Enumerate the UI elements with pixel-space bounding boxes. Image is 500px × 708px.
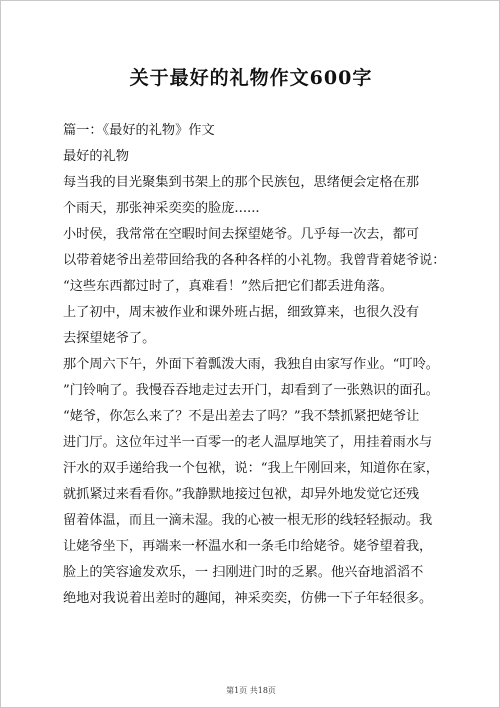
paragraph-line: 每当我的目光聚集到书架上的那个民族包，思绪便会定格在那 xyxy=(63,175,420,190)
paragraph-line: “这些东西都过时了，真难看！”然后把它们都丢进角落。 xyxy=(63,279,393,294)
page-footer: 第1页 共18页 xyxy=(226,686,276,695)
paragraph-line: 个雨天，那张神采奕奕的脸庞...... xyxy=(63,201,260,216)
paragraph-line: 让姥爷坐下，再端来一杯温水和一条毛巾给姥爷。姥爷望着我， xyxy=(63,539,433,554)
paragraph-line: ”门铃响了。我慢吞吞地走过去开门，却看到了一张熟识的面孔。 xyxy=(63,383,439,398)
paragraph-line: 就抓紧过来看看你。”我静默地接过包袱，却异外地发觉它还残 xyxy=(63,487,420,502)
document-title: 关于最好的礼物作文600字 xyxy=(129,67,373,89)
paragraph-line: 小时侯，我常常在空暇时间去探望姥爷。几乎每一次去，都可 xyxy=(63,227,420,242)
document-body xyxy=(63,118,455,612)
essay-title: 最好的礼物 xyxy=(63,149,129,164)
paragraph-line: 那个周六下午，外面下着瓢泼大雨，我独自由家写作业。“叮呤。 xyxy=(63,357,439,372)
paragraph-line: “姥爷，你怎么来了？不是出差去了吗？”我不禁抓紧把姥爷让 xyxy=(63,409,420,424)
paragraph-line: 上了初中，周末被作业和课外班占据，细致算来，也很久没有 xyxy=(63,305,420,320)
section-heading: 篇一：《最好的礼物》作文 xyxy=(63,123,215,138)
paragraph-line: 进门厅。这位年过半一百零一的老人温厚地笑了，用挂着雨水与 xyxy=(63,435,433,450)
paragraph-line: 以带着姥爷出差带回给我的各种各样的小礼物。我曾背着姥爷说： xyxy=(63,253,446,268)
paragraph-line: 脸上的笑容逾发欢乐，一 扫刚进门时的乏累。他兴奋地滔滔不 xyxy=(63,565,424,580)
paragraph-line: 绝地对我说着出差时的趣闻，神采奕奕，仿佛一下子年轻很多。 xyxy=(63,591,433,606)
paragraph-line: 去探望姥爷了。 xyxy=(63,331,156,346)
paragraph-line: 留着体温，而且一滴未湿。我的心被一根无形的线轻轻振动。我 xyxy=(63,513,433,528)
paragraph-line: 汗水的双手递给我一个包袱，说：“我上午刚回来，知道你在家， xyxy=(63,461,439,476)
